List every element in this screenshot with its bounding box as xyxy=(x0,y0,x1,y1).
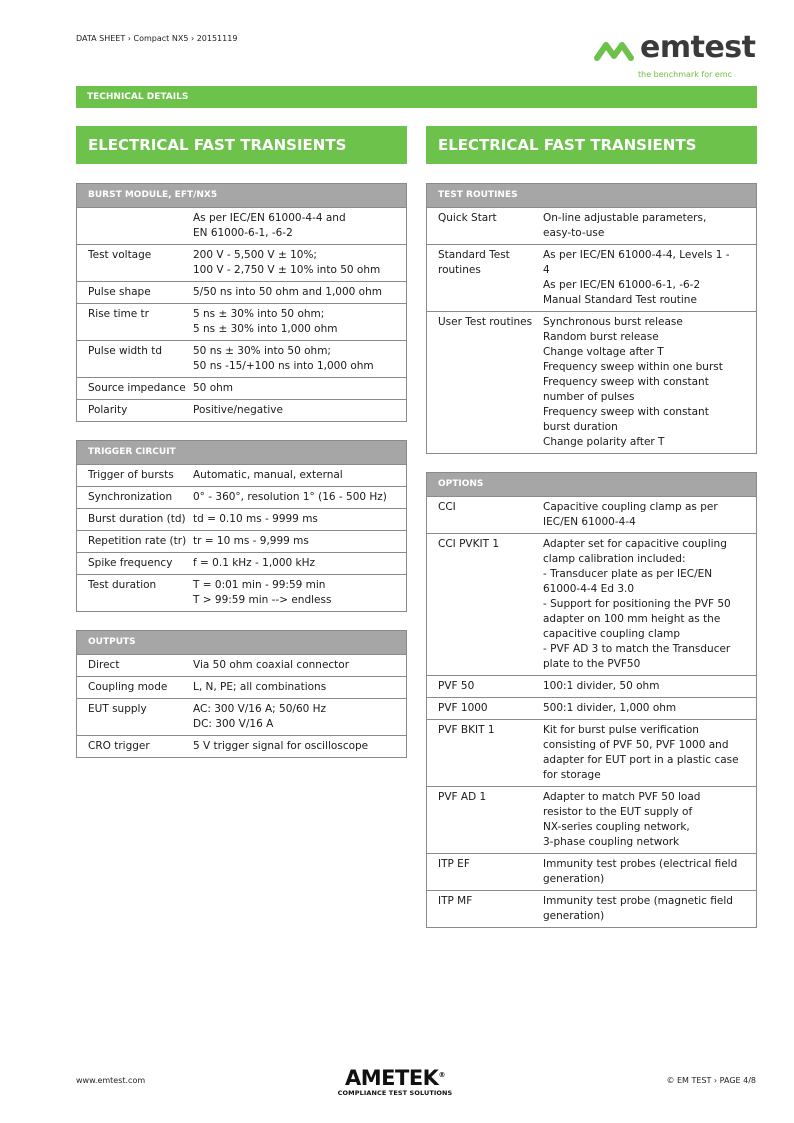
table-title: TRIGGER CIRCUIT xyxy=(77,441,406,464)
row-label: Trigger of bursts xyxy=(88,469,174,481)
table-row xyxy=(77,377,406,399)
row-value: L, N, PE; all combinations xyxy=(193,681,327,693)
brand-name: emtest xyxy=(640,30,756,65)
row-value: Synchronous burst release Random burst release Change voltage after T Frequency sweep within one burst Frequency sweep with constant number of pulses Frequency sweep with constant burst duration Change polarity after T xyxy=(543,316,723,448)
row-label: PVF BKIT 1 xyxy=(438,724,495,736)
options-table xyxy=(426,472,757,928)
row-value: 0° - 360°, resolution 1° (16 - 500 Hz) xyxy=(193,491,387,503)
table-row xyxy=(77,735,406,757)
table-row xyxy=(77,399,406,421)
table-row xyxy=(77,508,406,530)
row-value: 50 ohm xyxy=(193,382,234,394)
website-link[interactable]: www.emtest.com xyxy=(76,1076,146,1085)
brand-tagline: the benchmark for emc xyxy=(638,70,733,79)
row-value: Adapter set for capacitive coupling clamp calibration included: - Transducer plate as per IEC/EN 61000-4-4 Ed 3.0 - Support for positioning the PVF 50 adapter on 100 mm height as the capacitive coupling clamp - PVF AD 3 to match the Transducer plate to the PVF50 xyxy=(543,538,731,670)
row-value: 200 V - 5,500 V ± 10%; 100 V - 2,750 V ± 10% into 50 ohm xyxy=(193,249,381,276)
row-label: ITP EF xyxy=(438,858,470,870)
right-heading: ELECTRICAL FAST TRANSIENTS xyxy=(426,126,757,164)
row-value: Via 50 ohm coaxial connector xyxy=(193,659,350,671)
row-value: Immunity test probes (electrical field generation) xyxy=(543,858,738,885)
row-value: Immunity test probe (magnetic field generation) xyxy=(543,895,733,922)
table-row xyxy=(427,719,756,786)
row-label: Burst duration (td) xyxy=(88,513,186,525)
row-value: Capacitive coupling clamp as per IEC/EN 61000-4-4 xyxy=(543,501,718,528)
table-row xyxy=(77,654,406,676)
registered-mark: ® xyxy=(438,1071,445,1079)
row-value: Kit for burst pulse verification consisting of PVF 50, PVF 1000 and adapter for EUT port in a plastic case for storage xyxy=(543,724,739,781)
emtest-logo xyxy=(594,30,756,82)
row-value: As per IEC/EN 61000-4-4 and EN 61000-6-1, -6-2 xyxy=(193,212,346,239)
table-row xyxy=(427,697,756,719)
row-label: Spike frequency xyxy=(88,557,173,569)
row-label xyxy=(77,208,193,244)
row-value: 5/50 ns into 50 ohm and 1,000 ohm xyxy=(193,286,382,298)
ametek-name: AMETEK xyxy=(345,1066,439,1090)
row-value: 5 V trigger signal for oscilloscope xyxy=(193,740,369,752)
row-label: Direct xyxy=(88,659,120,671)
table-row xyxy=(77,303,406,340)
row-label: Test duration xyxy=(88,579,157,591)
page-info: © EM TEST › PAGE 4/8 xyxy=(666,1076,756,1085)
right-column xyxy=(426,126,757,946)
row-label: EUT supply xyxy=(88,703,147,715)
row-value: Adapter to match PVF 50 load resistor to the EUT supply of NX-series coupling network, 3-phase coupling network xyxy=(543,791,701,848)
section-title: TECHNICAL DETAILS xyxy=(76,86,757,108)
row-value: Automatic, manual, external xyxy=(193,469,343,481)
table-row xyxy=(427,533,756,675)
table-row xyxy=(427,675,756,697)
table-title: OUTPUTS xyxy=(77,631,406,654)
row-label: PVF 1000 xyxy=(438,702,488,714)
row-label: CRO trigger xyxy=(88,740,150,752)
row-label: CCI xyxy=(438,501,456,513)
burst-module-table xyxy=(76,183,407,422)
table-row xyxy=(77,486,406,508)
row-label: Pulse shape xyxy=(88,286,151,298)
row-label: Quick Start xyxy=(438,212,497,224)
left-column xyxy=(76,126,407,776)
row-label: PVF AD 1 xyxy=(438,791,487,803)
table-row xyxy=(427,207,756,244)
table-title: TEST ROUTINES xyxy=(427,184,756,207)
row-value: 100:1 divider, 50 ohm xyxy=(543,680,660,692)
table-row xyxy=(77,281,406,303)
row-label: ITP MF xyxy=(438,895,473,907)
row-label: Synchronization xyxy=(88,491,173,503)
row-value: T = 0:01 min - 99:59 min T > 99:59 min --> endless xyxy=(193,579,332,606)
table-row xyxy=(77,244,406,281)
table-row xyxy=(77,552,406,574)
trigger-circuit-table xyxy=(76,440,407,612)
table-row xyxy=(77,698,406,735)
row-label: CCI PVKIT 1 xyxy=(438,538,500,550)
table-title: OPTIONS xyxy=(427,473,756,496)
row-label: Test voltage xyxy=(88,249,152,261)
row-label: Source impedance xyxy=(88,382,186,394)
table-row xyxy=(77,340,406,377)
row-value: 5 ns ± 30% into 50 ohm; 5 ns ± 30% into 1,000 ohm xyxy=(193,308,338,335)
row-label: PVF 50 xyxy=(438,680,475,692)
breadcrumb: DATA SHEET › Compact NX5 › 20151119 xyxy=(76,34,238,43)
row-value: tr = 10 ms - 9,999 ms xyxy=(193,535,309,547)
table-row xyxy=(77,207,406,244)
table-row xyxy=(427,311,756,453)
row-label: Rise time tr xyxy=(88,308,149,320)
row-value: td = 0.10 ms - 9999 ms xyxy=(193,513,318,525)
ametek-logo xyxy=(330,1064,460,1098)
row-value: f = 0.1 kHz - 1,000 kHz xyxy=(193,557,316,569)
table-row xyxy=(77,530,406,552)
test-routines-table xyxy=(426,183,757,454)
row-value: Positive/negative xyxy=(193,404,283,416)
table-row xyxy=(427,853,756,890)
row-label: User Test routines xyxy=(438,316,533,328)
table-row xyxy=(77,464,406,486)
ametek-subtitle: COMPLIANCE TEST SOLUTIONS xyxy=(337,1089,453,1097)
left-heading: ELECTRICAL FAST TRANSIENTS xyxy=(76,126,407,164)
table-row xyxy=(427,496,756,533)
emtest-wave-icon xyxy=(594,39,636,63)
row-value: On-line adjustable parameters, easy-to-use xyxy=(543,212,707,239)
row-value: 50 ns ± 30% into 50 ohm; 50 ns -15/+100 ns into 1,000 ohm xyxy=(193,345,374,372)
table-row xyxy=(427,244,756,311)
table-row xyxy=(77,676,406,698)
row-value: 500:1 divider, 1,000 ohm xyxy=(543,702,677,714)
row-value: AC: 300 V/16 A; 50/60 Hz DC: 300 V/16 A xyxy=(193,703,327,730)
table-row xyxy=(427,890,756,927)
row-value: As per IEC/EN 61000-4-4, Levels 1 - 4 As per IEC/EN 61000-6-1, -6-2 Manual Standard Test routine xyxy=(543,249,730,306)
outputs-table xyxy=(76,630,407,758)
row-label: Repetition rate (tr) xyxy=(88,535,187,547)
row-label: Standard Test routines xyxy=(438,249,510,276)
row-label: Coupling mode xyxy=(88,681,168,693)
table-title: BURST MODULE, EFT/NX5 xyxy=(77,184,406,207)
table-row xyxy=(427,786,756,853)
row-label: Polarity xyxy=(88,404,128,416)
table-row xyxy=(77,574,406,611)
row-label: Pulse width td xyxy=(88,345,163,357)
